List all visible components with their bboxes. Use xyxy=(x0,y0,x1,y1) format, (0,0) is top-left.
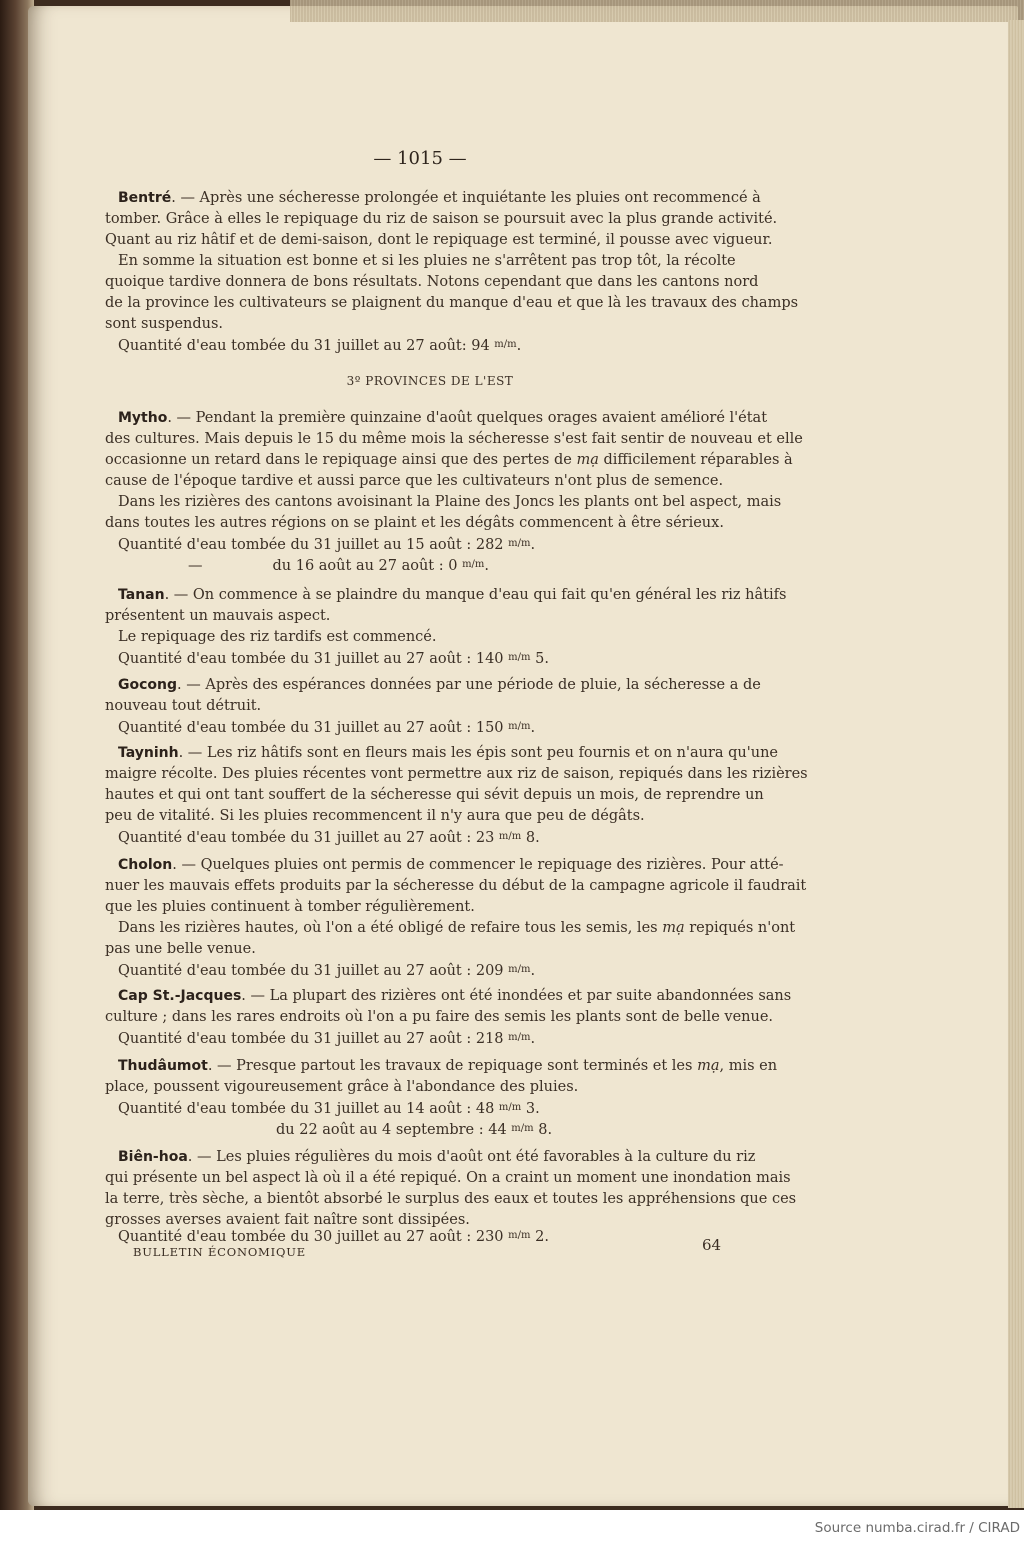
cholon-line-2: nuer les mauvais effets produits par la sécheresse du début de la campagne agricole il faudrait xyxy=(105,878,807,894)
cap-line-2: culture ; dans les rares endroits où l'on a pu faire des semis les plants sont de belle venue. xyxy=(105,1009,774,1025)
tayninh-rainfall: Quantité d'eau tombée du 31 juillet au 27 août : 23 $^{m/m}$ 8. xyxy=(118,830,540,846)
tayninh-line-1: Tayninh. — Les riz hâtifs sont en fleurs mais les épis sont peu fournis et on n'aura qu'une xyxy=(118,745,779,761)
tanan-rainfall: Quantité d'eau tombée du 31 juillet au 27 août : 140 $^{m/m}$ 5. xyxy=(118,651,549,667)
footer-signature-number: 64 xyxy=(702,1236,722,1254)
mytho-line-1: Mytho. — Pendant la première quinzaine d'août quelques orages avaient amélioré l'état xyxy=(118,410,768,426)
cholon-rainfall: Quantité d'eau tombée du 31 juillet au 27 août : 209 $^{m/m}$. xyxy=(118,963,536,979)
thudaumot-rainfall-1: Quantité d'eau tombée du 31 juillet au 14 août : 48 $^{m/m}$ 3. xyxy=(118,1101,540,1117)
thudaumot-line-1: Thudâumot. — Presque partout les travaux de repiquage sont terminés et les mạ, mis en xyxy=(118,1058,778,1074)
gocong-name: Gocong xyxy=(118,677,178,693)
thudaumot-rainfall-2: du 22 août au 4 septembre : 44 $^{m/m}$ 8. xyxy=(276,1122,553,1138)
mytho-line-2: des cultures. Mais depuis le 15 du même mois la sécheresse s'est fait sentir de nouveau et elle xyxy=(105,431,803,447)
cholon-line-4: Dans les rizières hautes, où l'on a été obligé de refaire tous les semis, les mạ repiqués n'ont xyxy=(118,920,796,936)
bentre-rainfall: Quantité d'eau tombée du 31 juillet au 27 août: 94 $^{m/m}$. xyxy=(118,338,522,354)
mytho-rainfall-2: — du 16 août au 27 août : 0 $^{m/m}$. xyxy=(188,558,490,574)
cholon-line-1: Cholon. — Quelques pluies ont permis de commencer le repiquage des rizières. Pour atté- xyxy=(118,857,784,873)
bienhoa-rainfall: Quantité d'eau tombée du 30 juillet au 27 août : 230 $^{m/m}$ 2. xyxy=(118,1229,549,1245)
tanan-name: Tanan xyxy=(118,587,165,603)
gocong-rainfall: Quantité d'eau tombée du 31 juillet au 27 août : 150 $^{m/m}$. xyxy=(118,720,536,736)
bentre-line-4: En somme la situation est bonne et si les pluies ne s'arrêtent pas trop tôt, la récolte xyxy=(118,253,736,269)
mytho-line-4: cause de l'époque tardive et aussi parce que les cultivateurs n'ont plus de semence. xyxy=(105,473,724,489)
section-heading: 3º PROVINCES DE L'EST xyxy=(346,374,514,388)
source-caption: Source numba.cirad.fr / CIRAD xyxy=(814,1520,1020,1536)
page-stack-right-edge xyxy=(1008,20,1024,1508)
bentre-line-2: tomber. Grâce à elles le repiquage du riz de saison se poursuit avec la plus grande activité. xyxy=(105,211,778,227)
tayninh-line-2: maigre récolte. Des pluies récentes vont permettre aux riz de saison, repiqués dans les rizières xyxy=(105,766,808,782)
tanan-line-2: présentent un mauvais aspect. xyxy=(105,608,331,624)
mytho-rainfall-1: Quantité d'eau tombée du 31 juillet au 15 août : 282 $^{m/m}$. xyxy=(118,537,536,553)
page-number-top: — 1015 — xyxy=(373,148,467,169)
tayninh-line-3: hautes et qui ont tant souffert de la sécheresse qui sévit depuis un mois, de reprendre un xyxy=(105,787,764,803)
tayninh-line-4: peu de vitalité. Si les pluies recommencent il n'y aura que peu de dégâts. xyxy=(105,808,645,824)
page-stack-top-edge xyxy=(290,0,1024,22)
mytho-line-6: dans toutes les autres régions on se plaint et les dégâts commencent à être sérieux. xyxy=(105,515,724,531)
bentre-line-7: sont suspendus. xyxy=(105,316,224,332)
tanan-line-1: Tanan. — On commence à se plaindre du manque d'eau qui fait qu'en général les riz hâtifs xyxy=(118,587,787,603)
bentre-line-3: Quant au riz hâtif et de demi-saison, dont le repiquage est terminé, il pousse avec vigueur. xyxy=(105,232,773,248)
bentre-line-1: Bentré. — Après une sécheresse prolongée et inquiétante les pluies ont recommencé à xyxy=(118,190,761,206)
bienhoa-line-4: grosses averses avaient fait naître sont dissipées. xyxy=(105,1212,470,1228)
tayninh-name: Tayninh xyxy=(118,745,179,761)
bienhoa-line-1: Biên-hoa. — Les pluies régulières du mois d'août ont été favorables à la culture du riz xyxy=(118,1149,756,1165)
bentre-line-5: quoique tardive donnera de bons résultats. Notons cependant que dans les cantons nord xyxy=(105,274,759,290)
mytho-line-5: Dans les rizières des cantons avoisinant la Plaine des Joncs les plants ont bel aspect, mais xyxy=(118,494,782,510)
bienhoa-line-2: qui présente un bel aspect là où il a été repiqué. On a craint un moment une inondation mais xyxy=(105,1170,791,1186)
tanan-line-3: Le repiquage des riz tardifs est commencé. xyxy=(118,629,437,645)
thudaumot-name: Thudâumot xyxy=(118,1058,208,1074)
mytho-line-3: occasionne un retard dans le repiquage ainsi que des pertes de mạ difficilement réparables à xyxy=(105,452,793,468)
bentre-name: Bentré xyxy=(118,190,172,206)
gocong-line-1: Gocong. — Après des espérances données par une période de pluie, la sécheresse a de xyxy=(118,677,761,693)
cap-rainfall: Quantité d'eau tombée du 31 juillet au 27 août : 218 $^{m/m}$. xyxy=(118,1031,536,1047)
footer-bulletin-title: BULLETIN ÉCONOMIQUE xyxy=(133,1245,306,1259)
cholon-name: Cholon xyxy=(118,857,173,873)
mytho-name: Mytho xyxy=(118,410,168,426)
bienhoa-line-3: la terre, très sèche, a bientôt absorbé le surplus des eaux et toutes les appréhensions que ces xyxy=(105,1191,797,1207)
bentre-line-6: de la province les cultivateurs se plaignent du manque d'eau et que là les travaux des champs xyxy=(105,295,799,311)
cholon-line-5: pas une belle venue. xyxy=(105,941,256,957)
cap-line-1: Cap St.-Jacques. — La plupart des rizières ont été inondées et par suite abandonnées sans xyxy=(118,988,792,1004)
bienhoa-name: Biên-hoa xyxy=(118,1149,188,1165)
cholon-line-3: que les pluies continuent à tomber régulièrement. xyxy=(105,899,475,915)
gocong-line-2: nouveau tout détruit. xyxy=(105,698,262,714)
cap-name: Cap St.-Jacques xyxy=(118,988,242,1004)
thudaumot-line-2: place, poussent vigoureusement grâce à l'abondance des pluies. xyxy=(105,1079,579,1095)
